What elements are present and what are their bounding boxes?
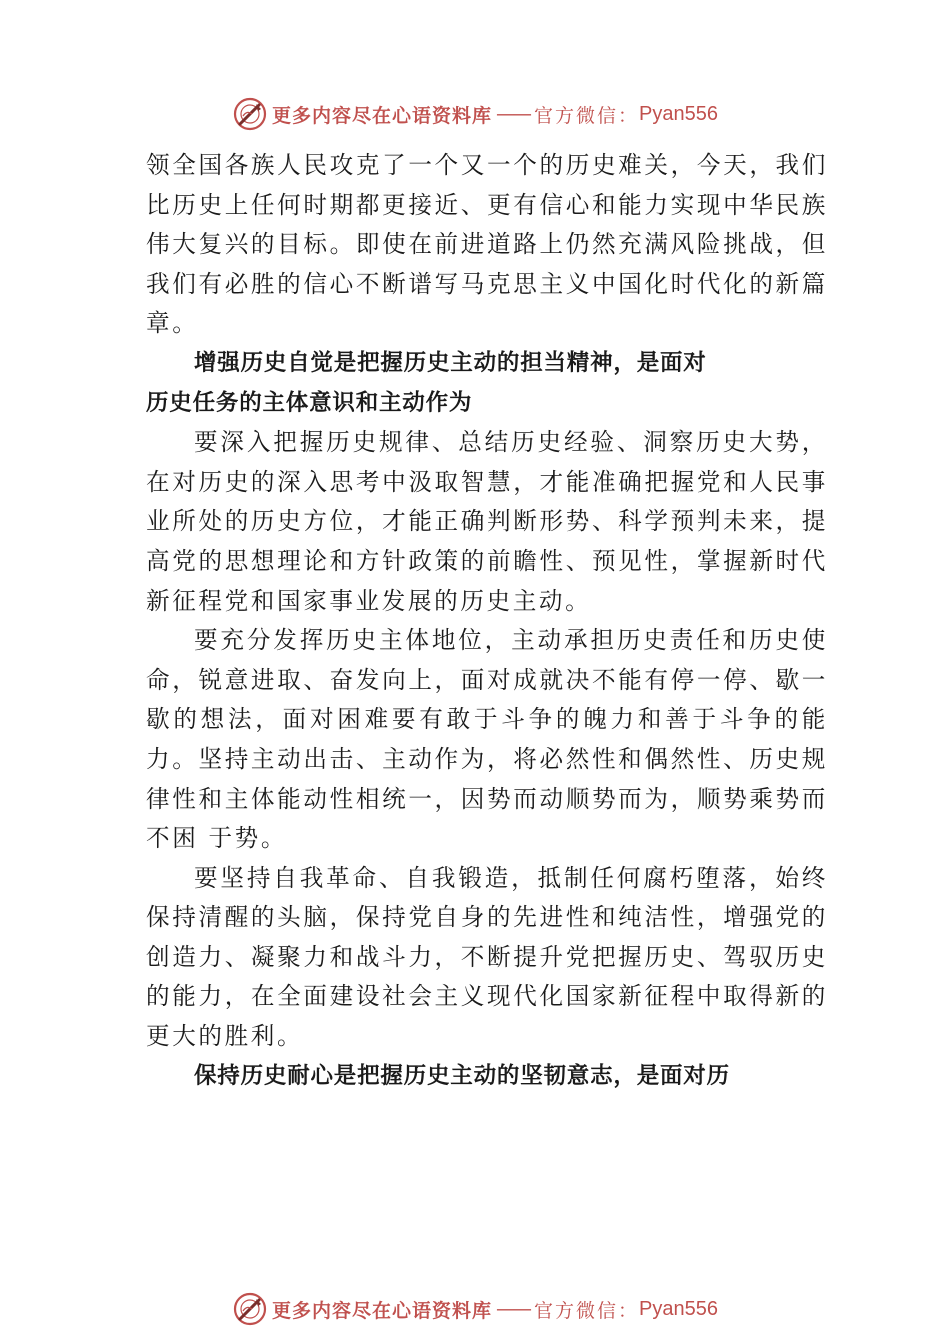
banner-wechat-id: Pyan556 xyxy=(639,102,718,125)
paragraph-2: 要深入把握历史规律、总结历史经验、洞察历史大势，在对历史的深入思考中汲取智慧，才能准确把握党和人民事业所处的历史方位，才能正确判断形势、科学预判未来，提高党的思想理论和方针政策的前瞻性、预见性，掌握新时代新征程党和国家事业发展的历史主动。 xyxy=(146,428,828,615)
section-heading-1-line1: 增强历史自觉是把握历史主动的担当精神，是面对 xyxy=(194,349,707,376)
header-banner xyxy=(0,94,950,134)
footer-banner xyxy=(0,1289,950,1329)
banner-sub-text: 官方微信： xyxy=(534,104,640,127)
brand-logo-icon xyxy=(232,96,268,132)
section-heading-2 xyxy=(146,1057,828,1097)
banner-wechat-id: Pyan556 xyxy=(639,1297,718,1320)
section-heading-2-line1: 保持历史耐心是把握历史主动的坚韧意志，是面对历 xyxy=(194,1062,730,1089)
banner-main-text: 更多内容尽在心语资料库 xyxy=(272,104,493,127)
banner-dash: —— xyxy=(496,103,531,125)
banner-dash: —— xyxy=(496,1298,531,1320)
paragraph-1: 领全国各族人民攻克了一个又一个的历史难关，今天，我们比历史上任何时期都更接近、更有信心和能力实现中华民族伟大复兴的目标。即使在前进道路上仍然充满风险挑战，但我们有必胜的信心不断谱写马克思主义中国化时代化的新篇章。 xyxy=(146,151,828,338)
paragraph-4: 要坚持自我革命、自我锻造，抵制任何腐朽堕落，始终保持清醒的头脑，保持党自身的先进性和纯洁性，增强党的创造力、凝聚力和战斗力，不断提升党把握历史、驾驭历史的能力，在全面建设社会主义现代化国家新征程中取得新的更大的胜利。 xyxy=(146,863,828,1051)
document-body xyxy=(146,146,828,1096)
banner-main-text: 更多内容尽在心语资料库 xyxy=(272,1299,493,1322)
paragraph-3: 要充分发挥历史主体地位，主动承担历史责任和历史使命，锐意进取、奋发向上，面对成就决不能有停一停、歇一歇的想法，面对困难要有敢于斗争的魄力和善于斗争的能力。坚持主动出击、主动作为，将必然性和偶然性、历史规律性和主体能动性相统一，因势而动顺势而为，顺势乘势而不困 于势。 xyxy=(146,626,828,853)
section-heading-1-line2: 历史任务的主体意识和主动作为 xyxy=(146,389,473,416)
banner-sub-text: 官方微信： xyxy=(534,1299,640,1322)
section-heading-1 xyxy=(146,344,828,423)
brand-logo-icon xyxy=(232,1291,268,1327)
